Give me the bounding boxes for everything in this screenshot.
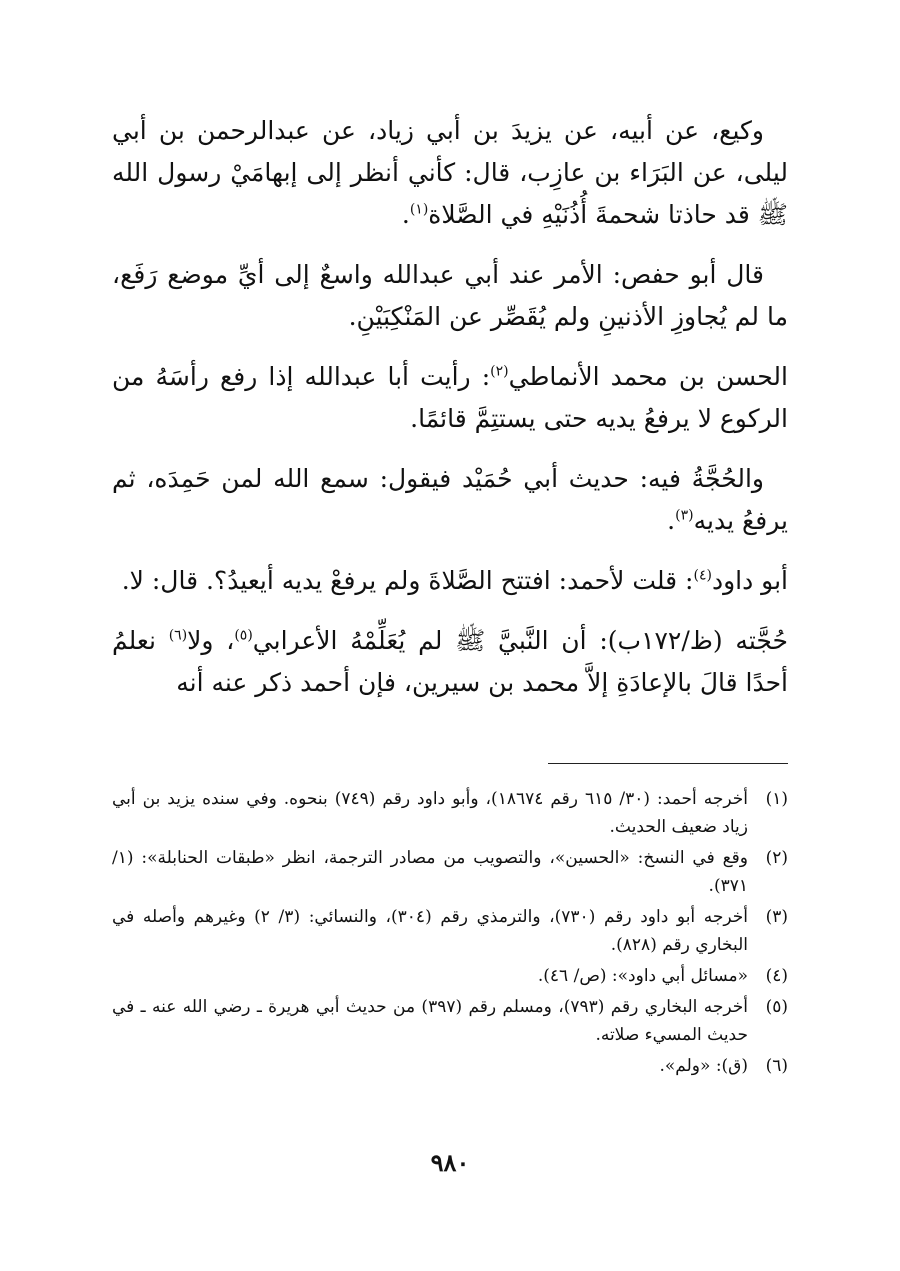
paragraph-6-tail: نعلمُ أحدًا قالَ بالإعادَةِ إلاَّ محمد بن سيرين، فإن أحمد ذكر عنه أنه xyxy=(112,626,788,697)
paragraph-4 xyxy=(112,458,788,542)
footnote-ref-5: (٥) xyxy=(234,627,253,644)
footnote-number: (٤) xyxy=(765,966,788,986)
paragraph-1-text: وكيع، عن أبيه، عن يزيدَ بن أبي زياد، عن عبدالرحمن بن أبي ليلى، عن البَرَاء بن عازِب، قال: كأني أنظر إلى إبهامَيْ رسول الله ﷺ قد حاذتا شحمةَ أُذُنَيْهِ في الصَّلاة xyxy=(112,116,788,229)
footnote-text: (ق): «ولم». xyxy=(659,1056,748,1076)
footnote-ref-6: (٦) xyxy=(168,627,188,644)
footnote-4 xyxy=(112,962,788,990)
paragraph-6-text: حُجَّته (ظ/١٧٢ب): أن النَّبيَّ ﷺ لم يُعَلِّمْهُ الأعرابي xyxy=(252,626,788,655)
footnote-ref-4: (٤) xyxy=(693,567,712,584)
paragraph-6 xyxy=(112,620,788,704)
footnote-ref-2: (٢) xyxy=(490,363,509,380)
footnote-text: وقع في النسخ: «الحسين»، والتصويب من مصادر الترجمة، انظر «طبقات الحنابلة»: (١/ ٣٧١). xyxy=(112,848,748,896)
footnote-number: (٦) xyxy=(765,1056,788,1076)
paragraph-3-text: الحسن بن محمد الأنماطي xyxy=(508,362,788,391)
paragraph-3 xyxy=(112,356,788,440)
footnote-3 xyxy=(112,903,788,959)
footnote-text: أخرجه أبو داود رقم (٧٣٠)، والترمذي رقم (٣٠٤)، والنسائي: (٣/ ٢) وغيرهم وأصله في البخاري رقم (٨٢٨). xyxy=(112,907,749,955)
paragraph-6-middle: ، ولا xyxy=(187,626,235,655)
paragraph-5-text: أبو داود xyxy=(711,566,788,595)
paragraph-5 xyxy=(112,560,788,602)
footnote-1 xyxy=(112,785,788,841)
page-number: ٩٨٠ xyxy=(430,1148,470,1177)
footnote-text: أخرجه البخاري رقم (٧٩٣)، ومسلم رقم (٣٩٧) من حديث أبي هريرة ـ رضي الله عنه ـ في حديث المسيء صلاته. xyxy=(112,997,748,1045)
paragraph-2 xyxy=(112,254,788,338)
main-text xyxy=(112,110,788,722)
footnote-number: (٢) xyxy=(765,848,788,868)
paragraph-3-tail: : رأيت أبا عبدالله إذا رفع رأسَهُ من الركوع لا يرفعُ يديه حتى يستتِمَّ قائمًا. xyxy=(112,362,788,433)
paragraph-4-tail: . xyxy=(667,506,676,535)
paragraph-2-text: قال أبو حفص: الأمر عند أبي عبدالله واسعٌ إلى أيِّ موضع رَفَع، ما لم يُجاوزِ الأذنينِ ولم يُقَصِّر عن المَنْكِبَيْنِ. xyxy=(112,260,788,331)
footnote-6 xyxy=(112,1052,788,1080)
footnote-ref-1: (١) xyxy=(409,201,429,218)
paragraph-4-text: والحُجَّةُ فيه: حديث أبي حُمَيْد فيقول: سمع الله لمن حَمِدَه، ثم يرفعُ يديه xyxy=(112,464,788,535)
paragraph-1 xyxy=(112,110,788,236)
footnote-ref-3: (٣) xyxy=(675,507,694,524)
footnote-number: (٣) xyxy=(765,907,788,927)
footnote-2 xyxy=(112,844,788,900)
footnotes xyxy=(112,785,788,1083)
footnote-separator xyxy=(548,763,788,764)
paragraph-1-tail: . xyxy=(401,200,410,229)
footnote-text: أخرجه أحمد: (٣٠/ ٦١٥ رقم ١٨٦٧٤)، وأبو داود رقم (٧٤٩) بنحوه. وفي سنده يزيد بن أبي زياد ضعيف الحديث. xyxy=(112,789,748,837)
footnote-number: (٥) xyxy=(765,997,788,1017)
footnote-5 xyxy=(112,993,788,1049)
paragraph-5-tail: : قلت لأحمد: افتتح الصَّلاةَ ولم يرفعْ يديه أيعيدُ؟. قال: لا. xyxy=(121,566,694,595)
footnote-number: (١) xyxy=(765,789,788,809)
footnote-text: «مسائل أبي داود»: (ص/ ٤٦). xyxy=(537,966,748,986)
